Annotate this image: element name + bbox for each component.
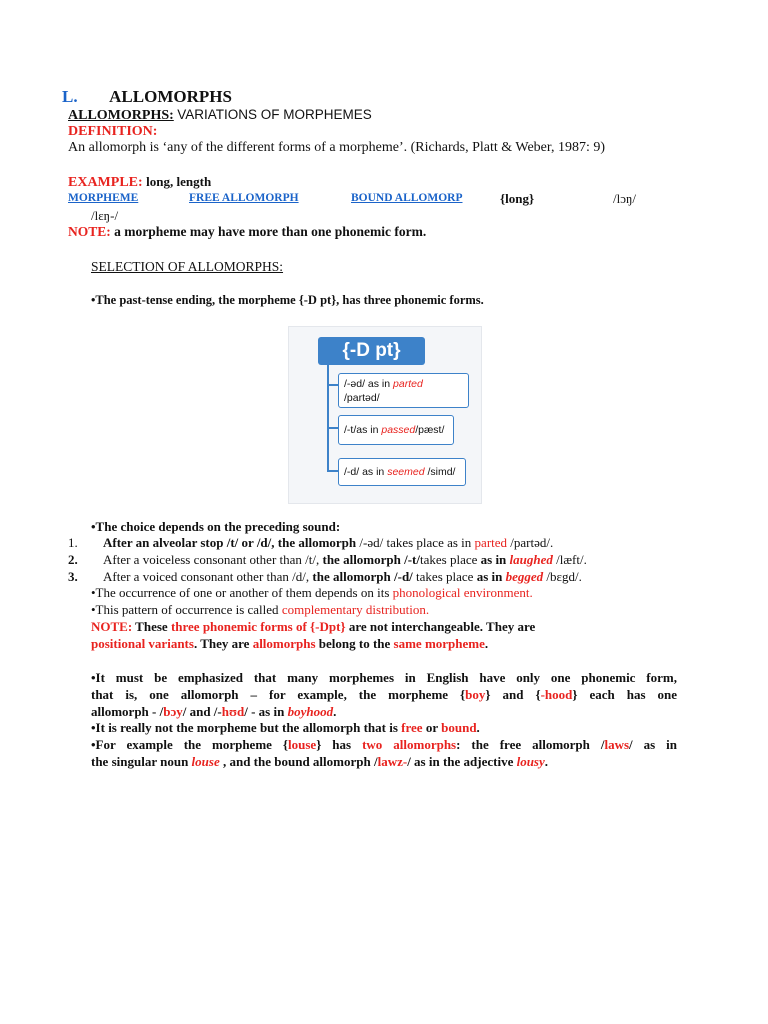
free-bound-or: or [422,720,442,735]
louse-l2d: lawz- [377,754,408,769]
emphasis-l3e: / - as in [244,704,288,719]
louse-l1f: laws [604,737,630,752]
box2-pre: /-t/as in [344,424,382,436]
item-3-d: as in [476,569,506,584]
louse-l2e: / as in the adjective [407,754,517,769]
occurrence-text: •The occurrence of one or another of them depends on its [91,585,393,600]
box3-pre: /-d/ as in [344,466,388,478]
note-1-label: NOTE: [68,224,111,239]
louse-l1c: } has [316,737,363,752]
list-item [68,535,78,551]
free-bound-a: •It is really not the morpheme but the allomorph that is [91,720,402,735]
emphasis-l2b: boy [465,687,486,702]
diagram-trunk-line [327,365,329,472]
note-2-i: . [484,636,489,651]
emphasis-l2d: -hood [540,687,573,702]
item-2-c: takes place [420,552,481,567]
list-item-text [103,552,587,568]
louse-l1a: •For example the morpheme { [91,737,289,752]
louse-l2b: louse [191,754,220,769]
dpt-diagram [288,326,482,504]
note-2-line-1 [91,619,535,635]
occurrence-line [91,585,533,601]
free-bound-line [91,720,480,736]
emphasis-line-3 [91,704,336,720]
louse-l1d: two allomorphs [362,737,457,752]
item-2-d: as in [480,552,510,567]
diagram-branch-1 [327,384,338,386]
note-2-c: are not interchangeable. They are [345,619,536,634]
note-2-a: These [132,619,171,634]
col-free-allomorph: FREE ALLOMORPH [189,192,299,204]
emphasis-l2e: } each has one [572,687,677,702]
list-item-text [103,535,553,551]
list-item-text [103,569,582,585]
louse-line-1 [91,737,677,753]
item-2-e: /læft/. [552,552,587,567]
diagram-branch-2 [327,427,338,429]
item-1-c: /partəd/. [507,535,554,550]
box1-word: parted [393,378,423,390]
section-heading [62,87,232,107]
note-2-e: . They are [193,636,253,651]
item-2-number: 2. [68,552,78,567]
item-1-number: 1. [68,535,78,550]
pattern-term: complementary distribution. [281,602,430,617]
louse-l2g: . [544,754,549,769]
example-line [68,174,211,191]
emphasis-l3b: bɔy [163,704,183,719]
example-label: EXAMPLE: [68,175,143,190]
louse-l2c: , and the bound allomorph / [219,754,378,769]
emphasis-line-1: •It must be emphasized that many morphemes in English have only one phonemic form, [91,670,677,685]
item-1-a: After an alveolar stop /t/ or /d/, the allomorph [103,535,357,550]
emphasis-l3c: / and /- [182,704,222,719]
louse-l2a: the singular noun [91,754,192,769]
item-2-a: After a voiceless consonant other than /t/, [103,552,323,567]
section-title: ALLOMORPHS [109,87,232,106]
example-words: long, length [146,174,212,189]
subtitle [68,107,372,124]
box2-word: passed [381,424,416,436]
note-2-label: NOTE: [91,619,133,634]
item-2-word: laughed [509,552,553,567]
diagram-head: {-D pt} [318,337,425,365]
emphasis-l3f: boyhood [287,704,334,719]
subtitle-text: VARIATIONS OF MORPHEMES [177,107,372,122]
box2-post: /pæst/ [415,424,445,436]
definition-label: DEFINITION: [68,124,158,139]
item-3-word: begged [505,569,544,584]
louse-l1g: / as in [629,737,678,752]
emphasis-l2c: } and { [485,687,541,702]
emphasis-l2a: that is, one allomorph – for example, the morpheme { [91,687,466,702]
free-form: {long} [500,191,535,206]
item-3-b: the allomorph /-d/ [312,569,413,584]
emphasis-line-2 [91,687,677,703]
emphasis-l3g: . [333,704,337,719]
note-2-h: same morpheme [393,636,485,651]
emphasis-l3d: hʊd [221,704,245,719]
list-item [68,552,78,568]
free-bound-bound: bound [441,720,477,735]
free-bound-free: free [401,720,423,735]
pattern-text: •This pattern of occurrence is called [91,602,282,617]
occurrence-term: phonological environment. [392,585,533,600]
note-2-d: positional variants [91,636,194,651]
bound-phonemic: /lɛŋ-/ [91,208,119,223]
diagram-box-parted [338,373,469,408]
pattern-line [91,602,429,618]
louse-l1e: : the free allomorph / [456,737,605,752]
note-2-g: belong to the [315,636,394,651]
diagram-box-passed [338,415,454,445]
note-2-f: allomorphs [252,636,316,651]
free-bound-end: . [476,720,480,735]
col-morpheme: MORPHEME [68,192,139,204]
free-phonemic: /lɔŋ/ [613,191,637,206]
box3-word: seemed [387,466,425,478]
box1-pre: /-əd/ as in [344,378,394,390]
list-item [68,569,78,585]
diagram-branch-3 [327,470,338,472]
box1-post: /partəd/ [344,392,380,404]
section-number: L. [62,87,78,106]
definition-text: An allomorph is ‘any of the different forms of a morpheme’. (Richards, Platt & Weber, 1987: 9) [68,140,606,155]
selection-heading: SELECTION OF ALLOMORPHS: [91,259,284,274]
louse-l1b: louse [288,737,317,752]
item-3-a: After a voiced consonant other than /d/, [103,569,313,584]
note-1 [68,224,426,240]
item-3-c: takes place [412,569,477,584]
item-3-e: /bɛgd/. [543,569,582,584]
item-3-number: 3. [68,569,78,584]
col-bound-allomorph: BOUND ALLOMORP [351,192,463,204]
note-1-text: a morpheme may have more than one phonemic form. [114,224,427,239]
item-2-b: the allomorph /-t/ [322,552,420,567]
note-2-line-2 [91,636,488,652]
box3-post: /simd/ [424,466,456,478]
subtitle-label: ALLOMORPHS: [68,108,174,123]
note-2-b: three phonemic forms of {-Dpt} [170,619,346,634]
emphasis-l3a: allomorph - / [91,704,164,719]
past-tense-line: •The past-tense ending, the morpheme {-D pt}, has three phonemic forms. [91,293,484,307]
diagram-box-seemed [338,458,466,486]
louse-l2f: lousy [516,754,545,769]
item-1-b: /-əd/ takes place as in [356,535,475,550]
louse-line-2 [91,754,548,770]
item-1-word: parted [474,535,508,550]
choice-line: •The choice depends on the preceding sound: [91,519,341,534]
